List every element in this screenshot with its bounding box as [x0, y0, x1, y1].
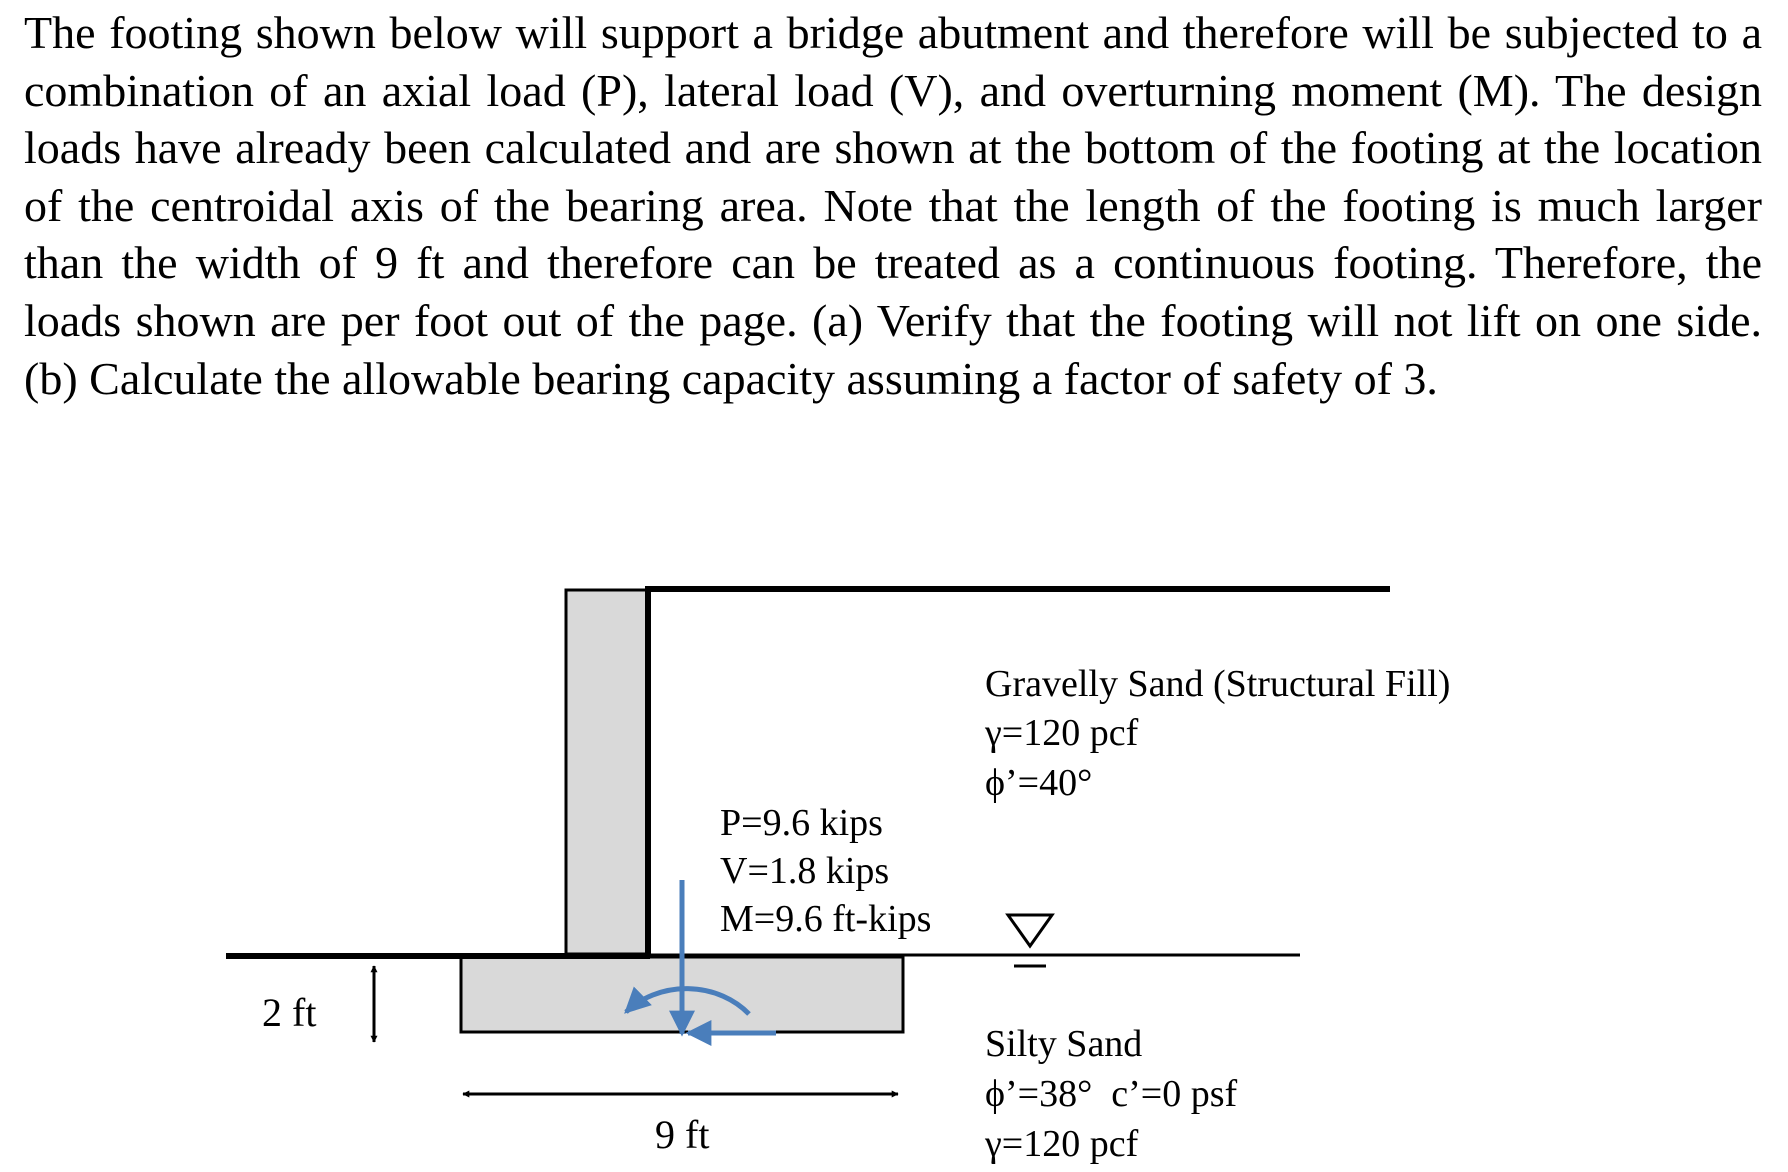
- upper-soil-unit-weight: γ=120 pcf: [985, 712, 1139, 754]
- lower-soil-name: Silty Sand: [985, 1023, 1143, 1065]
- abutment-stem: [566, 590, 648, 954]
- lateral-load-label: V=1.8 kips: [720, 850, 890, 892]
- width-label: 9 ft: [655, 1112, 710, 1157]
- moment-label: M=9.6 ft-kips: [720, 898, 932, 940]
- water-table-icon: [1008, 915, 1052, 966]
- problem-statement: The footing shown below will support a bridge abutment and therefore will be subjected to a combination of an axial load (P), lateral load (V), and overturning moment (M). The design loads have already been calculated and are shown at the bottom of the footing at the location of the centroidal axis of the bearing area. Note that the length of the footing is much larger than the width of 9 ft and therefore can be treated as a continuous footing. Therefore, the loads shown are per foot out of the page. (a) Verify that the footing will not lift on one side. (b) Calculate the allowable bearing capacity assuming a factor of safety of 3.: [24, 7, 1762, 404]
- lower-soil-unit-weight: γ=120 pcf: [985, 1123, 1139, 1165]
- lower-soil-properties: ϕ’=38° c’=0 psf: [985, 1073, 1238, 1115]
- axial-load-label: P=9.6 kips: [720, 802, 883, 844]
- upper-soil-name: Gravelly Sand (Structural Fill): [985, 663, 1451, 705]
- upper-soil-friction-angle: ϕ’=40°: [985, 762, 1093, 804]
- depth-label: 2 ft: [262, 990, 317, 1035]
